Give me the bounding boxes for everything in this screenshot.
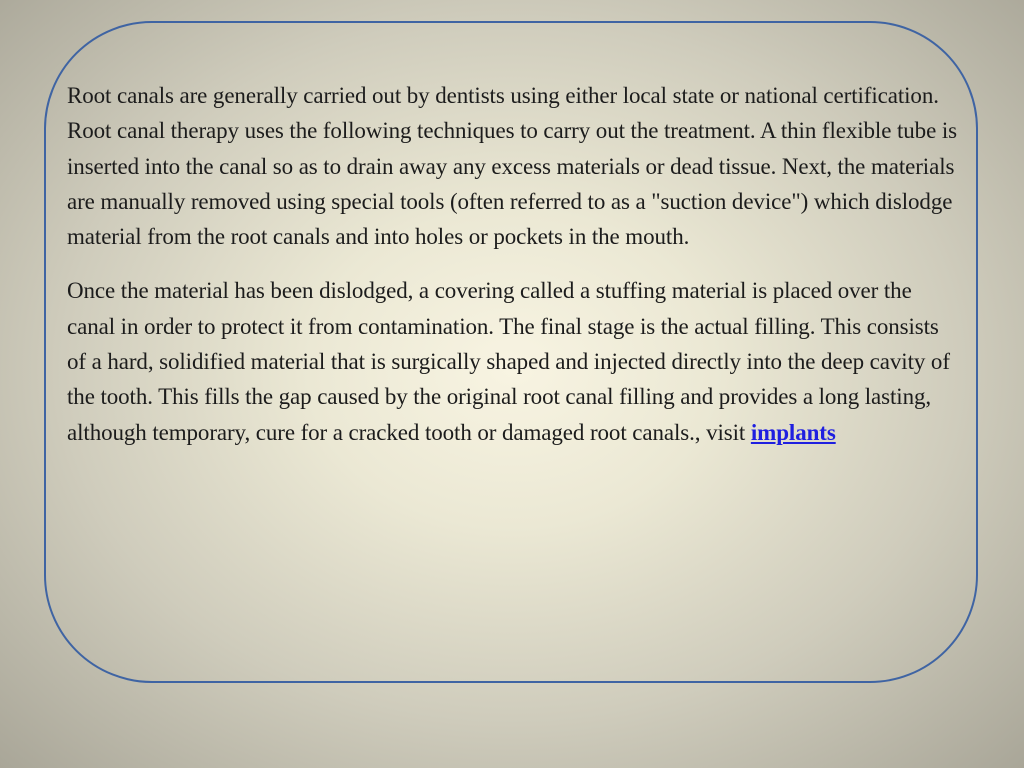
implants-link[interactable]: implants (750, 419, 836, 445)
content-text (67, 78, 959, 469)
paragraph-1: Root canals are generally carried out by dentists using either local state or national certification. Root canal therapy uses the following techniques to carry out the treatment. A thin flexible tube is inserted into the canal so as to drain away any excess materials or dead tissue. Next, the materials are manually removed using special tools (often referred to as a "suction device") which dislodge material from the root canals and into holes or pockets in the mouth. (67, 83, 957, 250)
paragraph-2 (67, 273, 959, 449)
paragraph-2-text: Once the material has been dislodged, a covering called a stuffing material is placed over the canal in order to protect it from contamination. The final stage is the actual filling. This consists of a hard, solidified material that is surgically shaped and injected directly into the deep cavity of the tooth. This fills the gap caused by the original root canal filling and provides a long lasting, although temporary, cure for a cracked tooth or damaged root canals., visit (67, 278, 950, 445)
